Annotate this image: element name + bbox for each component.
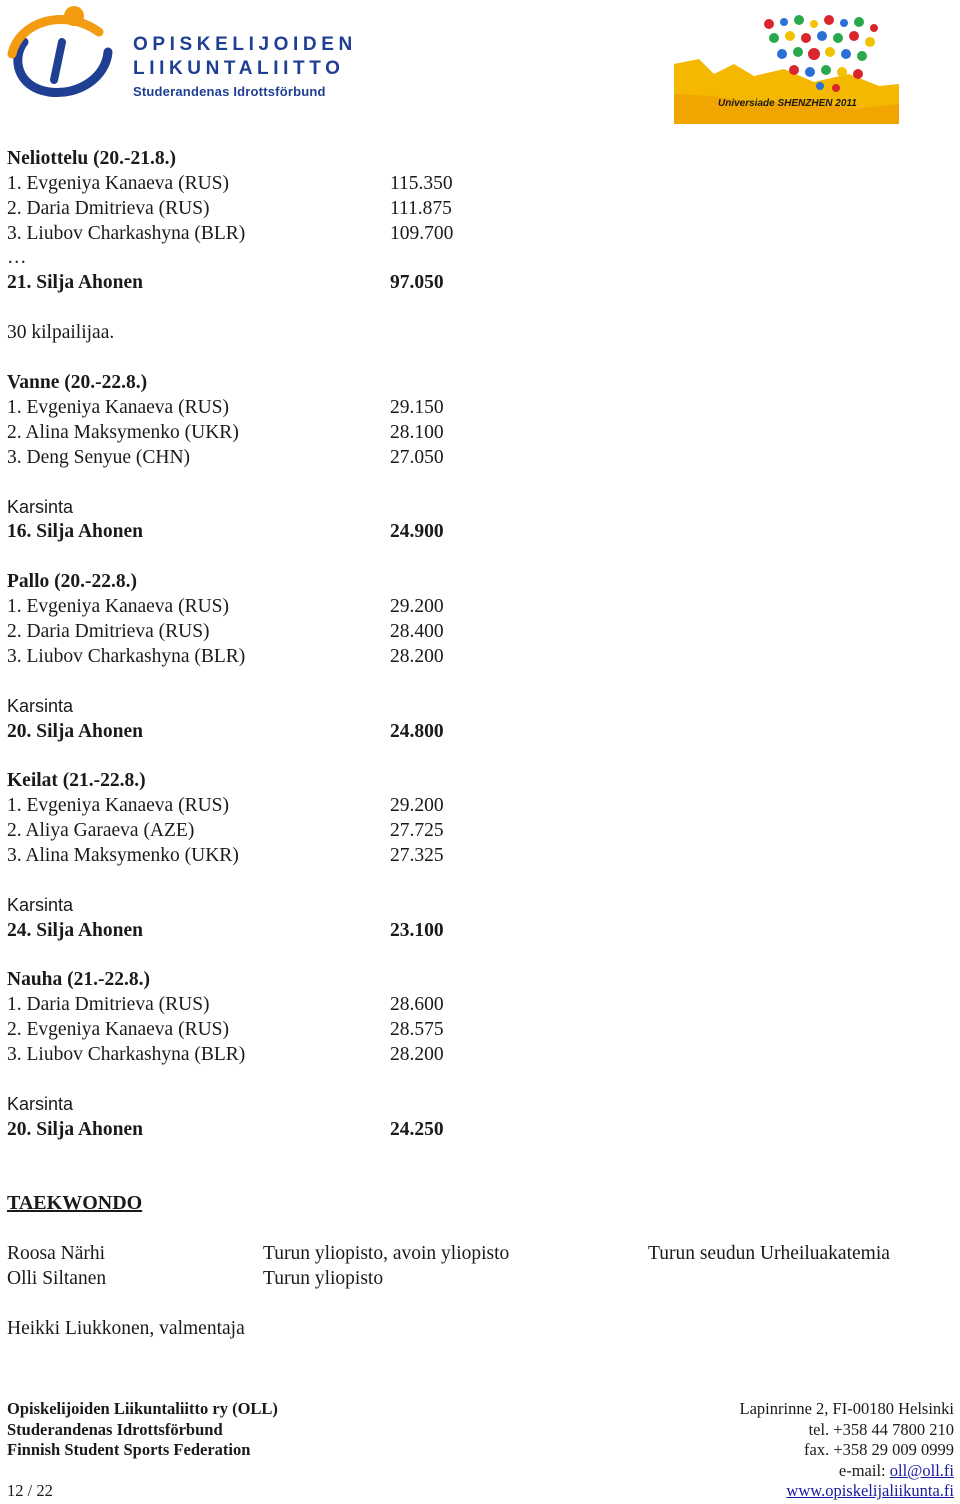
finnish-result-score: 97.050 bbox=[390, 272, 444, 293]
taekwondo-title: TAEKWONDO bbox=[7, 1192, 143, 1214]
athlete-name: Roosa Närhi bbox=[7, 1243, 106, 1264]
result-score: 29.200 bbox=[390, 596, 444, 617]
karsinta-label: Karsinta bbox=[7, 696, 74, 716]
footer-email-label: e-mail: bbox=[838, 1461, 890, 1480]
section-title: Keilat (21.-22.8.) bbox=[7, 770, 146, 791]
finnish-result-name: 20. Silja Ahonen bbox=[7, 1119, 143, 1140]
footer-org-name-sv: Studerandenas Idrottsförbund bbox=[7, 1420, 223, 1439]
result-score: 28.575 bbox=[390, 1019, 444, 1040]
result-name: 2. Aliya Garaeva (AZE) bbox=[7, 820, 195, 841]
athlete-name: Olli Siltanen bbox=[7, 1268, 107, 1289]
footer-org-name-en: Finnish Student Sports Federation bbox=[7, 1440, 251, 1459]
brand-line-3: Studerandenas Idrottsförbund bbox=[133, 84, 326, 99]
finnish-result-score: 23.100 bbox=[390, 920, 444, 941]
result-name: 2. Daria Dmitrieva (RUS) bbox=[7, 198, 210, 219]
footer-email-link[interactable]: oll@oll.fi bbox=[889, 1461, 954, 1480]
result-score: 27.325 bbox=[390, 845, 444, 866]
result-name: 3. Liubov Charkashyna (BLR) bbox=[7, 223, 246, 244]
page-number: 12 / 22 bbox=[7, 1481, 53, 1500]
result-score: 29.150 bbox=[390, 397, 444, 418]
finnish-result-name: 21. Silja Ahonen bbox=[7, 272, 143, 293]
section-title: Pallo (20.-22.8.) bbox=[7, 571, 137, 592]
brand-line-1: OPISKELIJOIDEN bbox=[133, 34, 357, 55]
result-name: 2. Evgeniya Kanaeva (RUS) bbox=[7, 1019, 230, 1040]
result-score: 109.700 bbox=[390, 223, 454, 244]
result-score: 28.600 bbox=[390, 994, 444, 1015]
result-name: 3. Alina Maksymenko (UKR) bbox=[7, 845, 239, 866]
result-name: 2. Daria Dmitrieva (RUS) bbox=[7, 621, 210, 642]
karsinta-label: Karsinta bbox=[7, 497, 74, 517]
athlete-school: Turun yliopisto bbox=[263, 1268, 384, 1289]
finnish-result-score: 24.250 bbox=[390, 1119, 444, 1140]
footer-website-line bbox=[786, 1481, 954, 1502]
result-score: 27.725 bbox=[390, 820, 444, 841]
finnish-result-name: 16. Silja Ahonen bbox=[7, 521, 143, 542]
athlete-club: Turun seudun Urheiluakatemia bbox=[648, 1243, 890, 1264]
result-score: 111.875 bbox=[390, 198, 452, 219]
result-score: 115.350 bbox=[390, 173, 453, 194]
result-score: 28.100 bbox=[390, 422, 444, 443]
footer-address: Lapinrinne 2, FI-00180 Helsinki bbox=[739, 1399, 954, 1418]
section-title: Vanne (20.-22.8.) bbox=[7, 372, 148, 393]
ellipsis: … bbox=[7, 247, 27, 268]
result-name: 2. Alina Maksymenko (UKR) bbox=[7, 422, 239, 443]
finnish-result-name: 20. Silja Ahonen bbox=[7, 721, 143, 742]
footer-email-line bbox=[839, 1461, 954, 1482]
section-title: Neliottelu (20.-21.8.) bbox=[7, 148, 176, 169]
result-name: 1. Evgeniya Kanaeva (RUS) bbox=[7, 795, 230, 816]
result-name: 1. Evgeniya Kanaeva (RUS) bbox=[7, 173, 230, 194]
result-name: 3. Liubov Charkashyna (BLR) bbox=[7, 1044, 246, 1065]
result-name: 1. Daria Dmitrieva (RUS) bbox=[7, 994, 210, 1015]
finnish-result-name: 24. Silja Ahonen bbox=[7, 920, 143, 941]
result-name: 1. Evgeniya Kanaeva (RUS) bbox=[7, 596, 230, 617]
brand-line-2: LIIKUNTALIITTO bbox=[133, 58, 345, 79]
participants-note: 30 kilpailijaa. bbox=[7, 322, 115, 343]
result-name: 3. Deng Senyue (CHN) bbox=[7, 447, 191, 468]
footer-fax: fax. +358 29 009 0999 bbox=[804, 1440, 954, 1459]
footer-org-name: Opiskelijoiden Liikuntaliitto ry (OLL) bbox=[7, 1399, 278, 1418]
karsinta-label: Karsinta bbox=[7, 1094, 74, 1114]
finnish-result-score: 24.900 bbox=[390, 521, 444, 542]
result-score: 28.200 bbox=[390, 1044, 444, 1065]
athlete-school: Turun yliopisto, avoin yliopisto bbox=[263, 1243, 510, 1264]
section-title: Nauha (21.-22.8.) bbox=[7, 969, 151, 990]
result-score: 28.200 bbox=[390, 646, 444, 667]
finnish-result-score: 24.800 bbox=[390, 721, 444, 742]
oll-emblem-icon bbox=[4, 2, 134, 106]
footer-website-link[interactable]: www.opiskelijaliikunta.fi bbox=[786, 1481, 954, 1500]
coach-line: Heikki Liukkonen, valmentaja bbox=[7, 1318, 245, 1339]
result-score: 27.050 bbox=[390, 447, 444, 468]
footer-tel: tel. +358 44 7800 210 bbox=[808, 1420, 954, 1439]
result-name: 1. Evgeniya Kanaeva (RUS) bbox=[7, 397, 230, 418]
result-name: 3. Liubov Charkashyna (BLR) bbox=[7, 646, 246, 667]
result-score: 29.200 bbox=[390, 795, 444, 816]
universiade-logo-text: Universiade SHENZHEN 2011 bbox=[718, 98, 857, 109]
karsinta-label: Karsinta bbox=[7, 895, 74, 915]
result-score: 28.400 bbox=[390, 621, 444, 642]
